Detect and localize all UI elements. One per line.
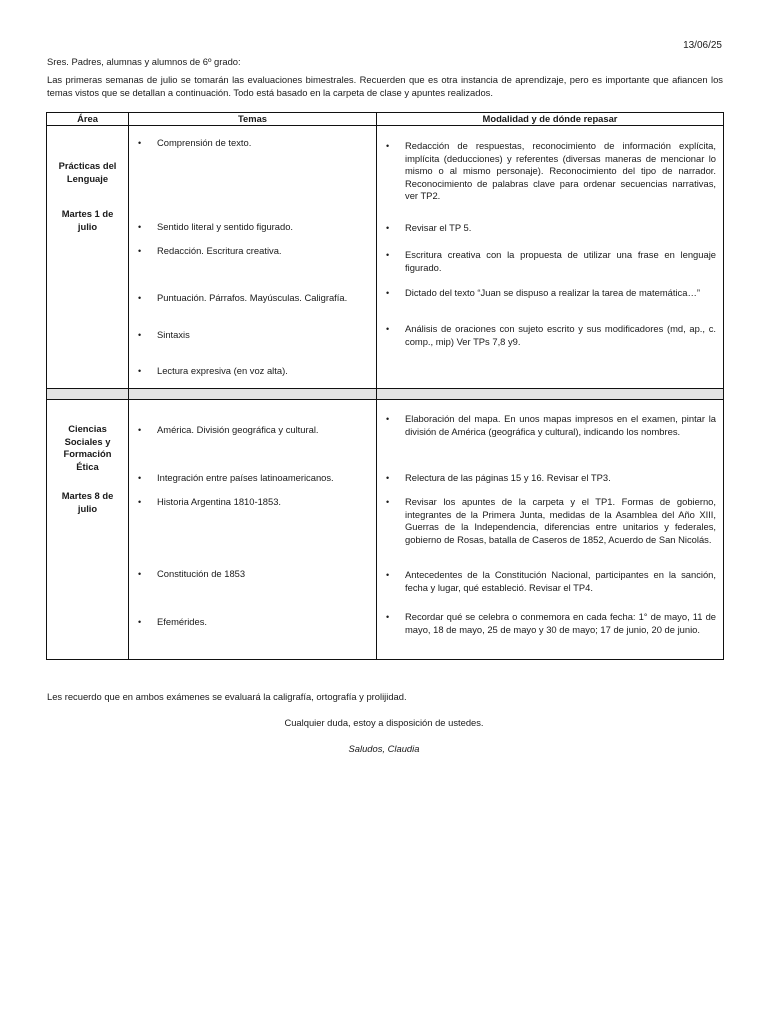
bullet-icon: •	[386, 570, 390, 580]
area-cell	[47, 126, 129, 389]
bullet-icon: •	[138, 246, 142, 256]
header-area: Área	[47, 113, 129, 126]
intro-paragraph: Las primeras semanas de julio se tomarán las evaluaciones bimestrales. Recuerden que es otra instancia de aprendizaje, pero es importante que afiancen los temas vistos que se detallan a continuación. Todo está basado en la carpeta de clase y apuntes realizados.	[47, 74, 723, 98]
bullet-icon: •	[138, 222, 142, 232]
bullet-icon: •	[138, 366, 142, 376]
bullet-icon: •	[386, 250, 390, 260]
closing-note: Les recuerdo que en ambos exámenes se evaluará la caligrafía, ortografía y prolijidad.	[47, 691, 407, 702]
temas-cell: • América. División geográfica y cultural. • Integración entre países latinoamericanos. • Historia Argentina 1810-1853. • Constitución de 1853 • Efemérides.	[129, 400, 377, 660]
bullet-icon: •	[386, 612, 390, 622]
modalidad-cell: • Elaboración del mapa. En unos mapas impresos en el examen, pintar la división de América (geográfica y cultural), indicando los nombres. • Relectura de las páginas 15 y 16. Revisar el TP3. • Revisar los apuntes de la carpeta y el TP1. Formas de gobierno, integrantes de la Primera Junta, medidas de la Asamblea del Año XIII, Guerras de la Independencia, diferencias entre unitarios y federales, gobierno de Rosas, batalla de Caseros de 1852, Acuerdo de San Nicolás. • Antecedentes de la Constitución Nacional, participantes en la sanción, fecha y lugar, qué estableció. Revisar el TP4. • Recordar qué se celebra o conmemora en cada fecha: 1° de mayo, 11 de mayo, 18 de mayo, 25 de mayo y 30 de mayo; 17 de junio, 20 de junio.	[377, 400, 724, 660]
section-practicas-lenguaje	[47, 126, 724, 389]
bullet-icon: •	[386, 473, 390, 483]
table-divider-row	[47, 389, 724, 400]
temas-cell: • Comprensión de texto. • Sentido literal y sentido figurado. • Redacción. Escritura creativa. • Puntuación. Párrafos. Mayúsculas. Caligrafía. • Sintaxis • Lectura expresiva (en voz alta).	[129, 126, 377, 389]
area-name: Ciencias Sociales y Formación Ética	[63, 423, 112, 472]
exam-date: Martes 8 de julio	[61, 490, 114, 514]
table-header-row	[47, 113, 724, 126]
bullet-icon: •	[138, 473, 142, 483]
exam-topics-table	[46, 112, 724, 660]
bullet-icon: •	[138, 293, 142, 303]
bullet-icon: •	[138, 569, 142, 579]
bullet-icon: •	[386, 223, 390, 233]
modalidad-cell: • Redacción de respuestas, reconocimiento de información explícita, implícita (deducciones) y referentes (diversas maneras de mencionar lo mismo o al mismo personaje). Reconocimiento del tipo de narrador. Reconocimiento de palabras clave para ordenar secuencias narrativas, ver TP2. • Revisar el TP 5. • Escritura creativa con la propuesta de utilizar una frase en lenguaje figurado. • Dictado del texto “Juan se dispuso a realizar la tarea de matemática…” • Análisis de oraciones con sujeto escrito y sus modificadores (md, ap., c. comp., mip) Ver TPs 7,8 y9.	[377, 126, 724, 389]
header-temas: Temas	[129, 113, 377, 126]
letter-date: 13/06/25	[683, 40, 722, 51]
header-modalidad: Modalidad y de dónde repasar	[377, 113, 724, 126]
bullet-icon: •	[386, 414, 390, 424]
bullet-icon: •	[386, 324, 390, 334]
bullet-icon: •	[386, 288, 390, 298]
signature: Saludos, Claudia	[348, 743, 420, 754]
bullet-icon: •	[138, 425, 142, 435]
bullet-icon: •	[138, 497, 142, 507]
bullet-icon: •	[386, 141, 390, 151]
contact-note: Cualquier duda, estoy a disposición de ustedes.	[284, 717, 484, 728]
section-ciencias-sociales	[47, 400, 724, 660]
bullet-icon: •	[386, 497, 390, 507]
area-name: Prácticas del Lenguaje	[58, 160, 117, 184]
bullet-icon: •	[138, 138, 142, 148]
bullet-icon: •	[138, 617, 142, 627]
bullet-icon: •	[138, 330, 142, 340]
greeting: Sres. Padres, alumnas y alumnos de 6º grado:	[47, 56, 241, 67]
exam-date: Martes 1 de julio	[61, 208, 114, 232]
area-cell	[47, 400, 129, 660]
